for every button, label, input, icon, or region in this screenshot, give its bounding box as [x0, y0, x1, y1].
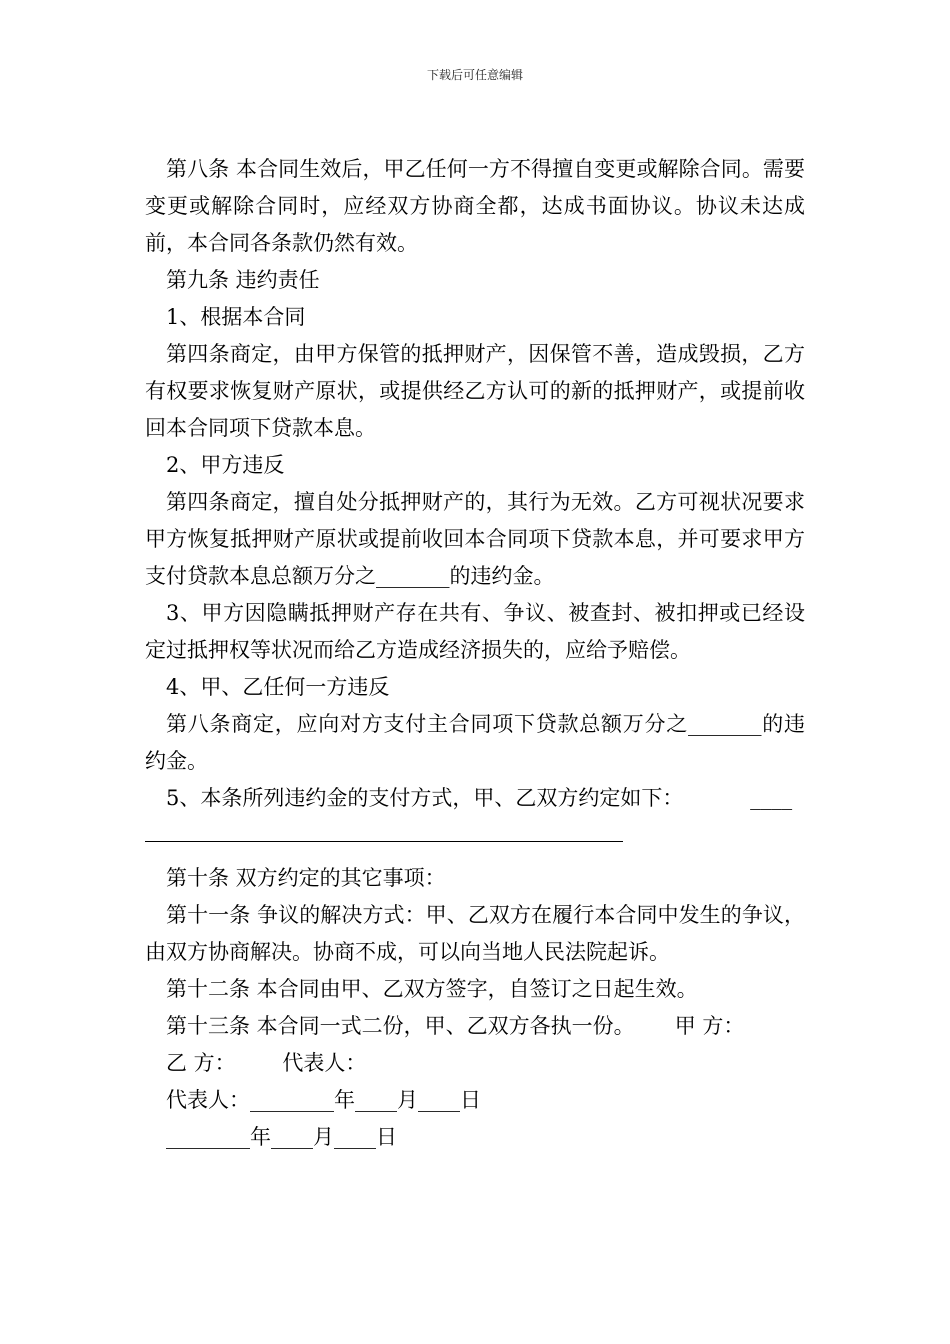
clause-1-heading: 1、根据本合同 — [166, 305, 306, 329]
article-13: 第十三条 本合同一式二份，甲、乙双方各执一份。 甲 方： — [166, 1014, 745, 1038]
article-12: 第十二条 本合同由甲、乙双方签字，自签订之日起生效。 — [166, 977, 698, 1001]
article-9-title: 第九条 违约责任 — [166, 268, 320, 292]
page-header: 下载后可任意编辑 — [426, 68, 523, 82]
signature-party-b: 乙 方： 代表人： — [166, 1051, 367, 1075]
article-8: 第八条 本合同生效后，甲乙任何一方不得擅自变更或解除合同。需要变更或解除合同时，应经双方协商全都，达成书面协议。协议未达成前，本合同各条款仍然有效。 — [145, 157, 805, 255]
contract-body — [145, 151, 805, 1156]
clause-2-body: 第四条商定，擅自处分抵押财产的，其行为无效。乙方可视状况要求甲方恢复抵押财产原状或提前收回本合同项下贷款本息，并可要求甲方支付贷款本息总额万分之_______的违约金。 — [145, 490, 805, 588]
article-11: 第十一条 争议的解决方式：甲、乙双方在履行本合同中发生的争议，由双方协商解决。协商不成，可以向当地人民法院起诉。 — [145, 903, 805, 964]
clause-4-body: 第八条商定，应向对方支付主合同项下贷款总额万分之_______的违约金。 — [145, 712, 805, 773]
fill-in-line — [145, 817, 805, 854]
article-10: 第十条 双方约定的其它事项： — [166, 866, 446, 890]
clause-5: 5、本条所列违约金的支付方式，甲、乙双方约定如下： ____ — [166, 786, 793, 810]
clause-4-heading: 4、甲、乙任何一方违反 — [166, 675, 390, 699]
clause-2-heading: 2、甲方违反 — [166, 453, 285, 477]
clause-1-body: 第四条商定，由甲方保管的抵押财产，因保管不善，造成毁损，乙方有权要求恢复财产原状，或提供经乙方认可的新的抵押财产，或提前收回本合同项下贷款本息。 — [145, 342, 805, 440]
clause-3: 3、甲方因隐瞒抵押财产存在共有、争议、被查封、被扣押或已经设定过抵押权等状况而给乙方造成经济损失的，应给予赔偿。 — [145, 601, 805, 662]
signature-representative-date: 代表人：________年____月____日 — [166, 1088, 481, 1112]
signature-date: ________年____月____日 — [166, 1125, 397, 1149]
